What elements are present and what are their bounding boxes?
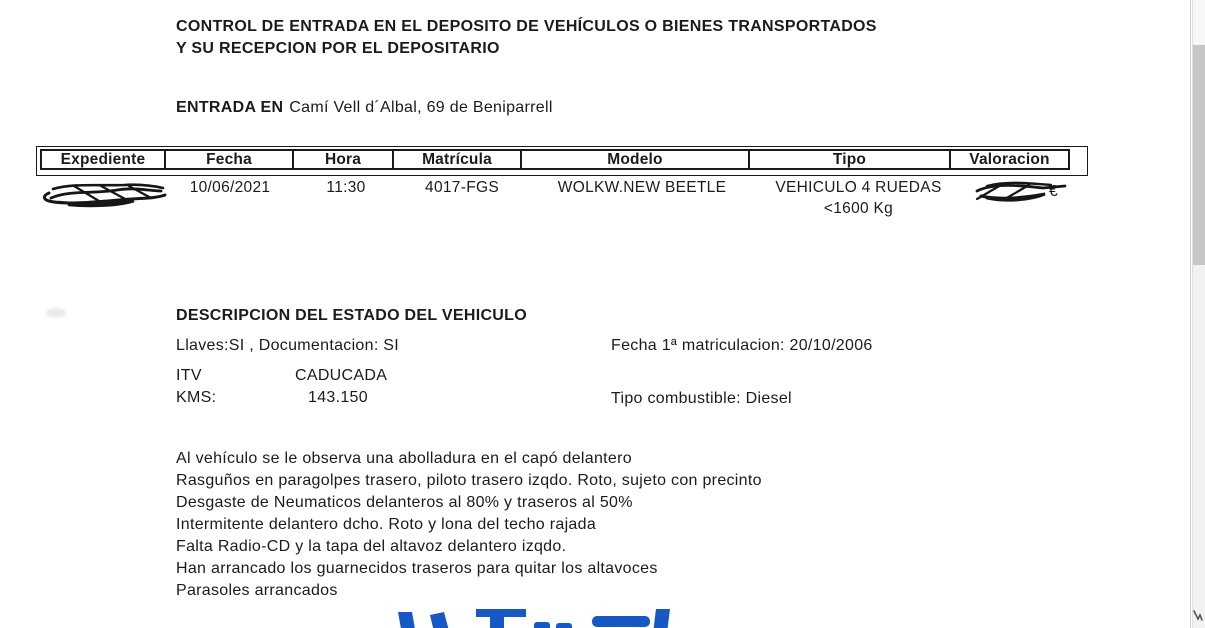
col-header-modelo: Modelo: [520, 149, 750, 170]
scan-smudge: [46, 308, 66, 318]
itv-label: ITV: [176, 367, 202, 384]
cell-valoracion-redacted: [960, 177, 1081, 205]
vehicle-table-header: [36, 146, 1088, 176]
cell-matricula: 4017-FGS: [425, 179, 499, 196]
kms-label: KMS:: [176, 389, 217, 406]
pen-scribble-valoracion: [971, 177, 1071, 205]
partial-logo: [384, 609, 684, 628]
itv-value: CADUCADA: [295, 367, 388, 384]
observacion-line: Al vehículo se le observa una abolladura en el capó delantero: [176, 450, 632, 467]
col-header-fecha: Fecha: [164, 149, 294, 170]
partial-logo-icon: [384, 609, 684, 628]
col-header-matricula: Matrícula: [392, 149, 522, 170]
cell-hora: 11:30: [326, 179, 366, 196]
entrada-line: [176, 99, 553, 117]
col-header-hora: Hora: [292, 149, 394, 170]
observacion-line: Rasguños en paragolpes trasero, piloto trasero izqdo. Roto, sujeto con precinto: [176, 472, 762, 489]
pen-scribble-expediente: [39, 177, 174, 209]
valoracion-euro-glyph: €: [1048, 183, 1058, 200]
observacion-line: Falta Radio-CD y la tapa del altavoz delantero izqdo.: [176, 538, 567, 555]
cell-modelo: WOLKW.NEW BEETLE: [557, 179, 727, 196]
observacion-line: Han arrancado los guarnecidos traseros para quitar los altavoces: [176, 560, 658, 577]
document-title: [176, 16, 877, 60]
cell-tipo: [757, 177, 960, 219]
scrollbar-top-gutter[interactable]: [1193, 0, 1205, 44]
col-header-expediente: Expediente: [40, 149, 166, 170]
entrada-label: ENTRADA EN: [176, 99, 284, 116]
cell-tipo-line2: <1600 Kg: [823, 200, 894, 217]
descripcion-heading: DESCRIPCION DEL ESTADO DEL VEHICULO: [176, 307, 527, 324]
scrollbar-thumb[interactable]: [1193, 45, 1205, 265]
kms-value: 143.150: [308, 389, 368, 406]
page-edge-divider: [1190, 0, 1191, 628]
vehicle-table-row: [39, 177, 1085, 219]
fecha-matriculacion: Fecha 1ª matriculacion: 20/10/2006: [611, 337, 873, 354]
col-header-tipo: Tipo: [748, 149, 951, 170]
observacion-line: Intermitente delantero dcho. Roto y lona del techo rajada: [176, 516, 597, 533]
observacion-line: Parasoles arrancados: [176, 582, 338, 599]
cell-fecha: 10/06/2021: [189, 179, 271, 196]
document-title-line2: Y SU RECEPCION POR EL DEPOSITARIO: [176, 40, 500, 57]
cell-expediente-redacted: [39, 177, 165, 209]
cell-tipo-line1: VEHICULO 4 RUEDAS: [775, 179, 942, 196]
observaciones-list: [176, 448, 762, 602]
document-title-line1: CONTROL DE ENTRADA EN EL DEPOSITO DE VEHÍCULOS O BIENES TRANSPORTADOS: [176, 18, 877, 35]
observacion-line: Desgaste de Neumaticos delanteros al 80% y traseros al 50%: [176, 494, 633, 511]
cursor-mark: [1193, 610, 1203, 622]
llaves-documentacion: Llaves:SI , Documentacion: SI: [176, 337, 400, 354]
col-header-valoracion: Valoracion: [949, 149, 1070, 170]
tipo-combustible: Tipo combustible: Diesel: [611, 390, 792, 407]
entrada-address: Camí Vell d´Albal, 69 de Beniparrell: [289, 99, 553, 116]
